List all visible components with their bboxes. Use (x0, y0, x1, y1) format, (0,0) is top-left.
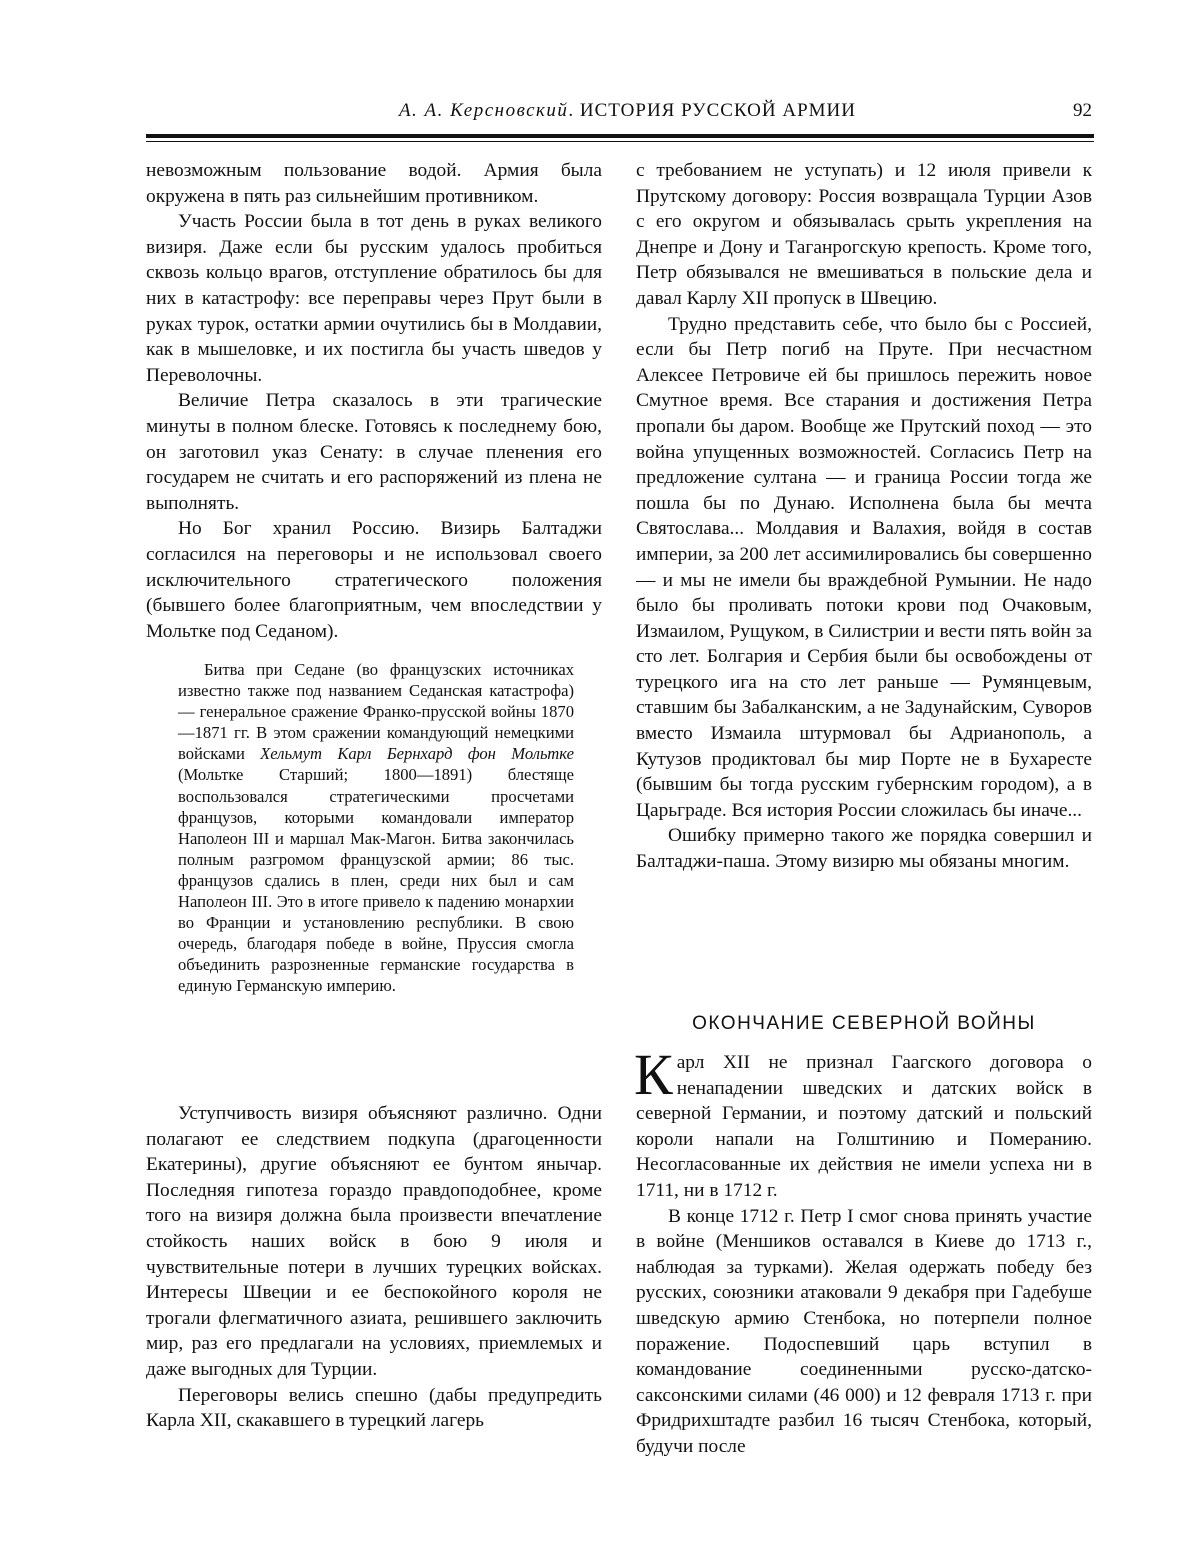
footnote-text-before: Битва при Седане (во французских источниках известно также под названием Седанская катастрофа) — генеральное сражение Франко-прусской войны 1870—1871 гг. В этом сражении командующий немецкими войсками (178, 660, 574, 764)
right-column-bottom (634, 1042, 1092, 1460)
paragraph-dropcap (634, 1042, 1092, 1204)
paragraph: Уступчивость визиря объясняют различно. Одни полагают ее следствием подкупа (драгоценности Екатерины), другие объясняют ее бунтом янычар. Последняя гипотеза гораздо правдоподобнее, кроме того на визиря должна была произвести впечатление стойкость наших войск в бою 9 июля и чувствительные потери в лучших турецких войсках. Интересы Швеции и ее беспокойного короля не трогали флегматичного азиата, решившего заключить мир, раз его предлагали на условиях, приемлемых и даже выгодных для Турции. (146, 1103, 602, 1380)
paragraph: Но Бог хранил Россию. Визирь Балтаджи согласился на переговоры и не использовал своего исключительного стратегического положения (бывшего более благоприятным, чем впоследствии у Мольтке под Седаном). (146, 518, 602, 642)
footnote-paragraph (178, 659, 574, 997)
page-number: 92 (1073, 100, 1092, 121)
right-column-top (636, 158, 1092, 875)
footnote-italic-name: Хельмут Карл Бернхард фон Мольтке (260, 744, 574, 764)
header-separator: . (568, 100, 580, 121)
paragraph: невозможным пользование водой. Армия была окружена в пять раз сильнейшим противником. (146, 160, 602, 207)
header-book-title: ИСТОРИЯ РУССКОЙ АРМИИ (579, 100, 856, 121)
footnote-text-after: (Мольтке Старший; 1800—1891) блестяще воспользовался стратегическими просчетами французов, которыми командовали император Наполеон III и маршал Мак-Магон. Битва закончилась полным разгромом французской армии; 86 тыс. французов сдались в плен, среди них был и сам Наполеон III. Это в итоге привело к падению монархии во Франции и установлению республики. В свою очередь, благодаря победе в войне, Пруссия смогла объединить разрозненные германские государства в единую Германскую империю. (178, 765, 574, 996)
dropcap-paragraph-text: арл XII не признал Гаагского договора о ненападении шведских и датских войск в северной Германии, и поэтому датский и польский короли напали на Голштинию и Померанию. Несогласованные их действия не имели успеха ни в 1711, ни в 1712 г. (636, 1052, 1092, 1201)
header-rule-thick (146, 134, 1094, 138)
running-title (399, 100, 856, 122)
header-rule-thin (146, 141, 1094, 142)
paragraph: Величие Петра сказалось в эти трагические минуты в полном блеске. Готовясь к последнему бою, он заготовил указ Сенату: в случае пленения его государем не считать и его распоряжений из плена не выполнять. (146, 390, 602, 514)
left-column-top (146, 158, 602, 644)
paragraph: В конце 1712 г. Петр I смог снова принять участие в войне (Меншиков оставался в Киеве до 1713 г., наблюдая за турками). Желая одержать победу без русских, союзники атаковали 9 декабря при Гадебуше шведскую армию Стенбока, но потерпели полное поражение. Подоспевший царь вступил в командование соединенными русско-датско-саксонскими силами (46 000) и 12 февраля 1713 г. при Фридрихштадте разбил 16 тысяч Стенбока, который, будучи после (636, 1205, 1092, 1457)
section-heading: ОКОНЧАНИЕ СЕВЕРНОЙ ВОЙНЫ (692, 1013, 1036, 1034)
footnote-sedan (178, 659, 574, 997)
paragraph: Трудно представить себе, что было бы с Россией, если бы Петр погиб на Пруте. При несчастном Алексее Петровиче ей бы пришлось пережить новое Смутное время. Все старания и достижения Петра пропали бы даром. Вообще же Прутский поход — это война упущенных возможностей. Согласись Петр на предложение султана — и граница России тогда же пошла бы по Дунаю. Исполнена была бы мечта Святослава... Молдавия и Валахия, войдя в состав империи, за 200 лет ассимилировались бы совершенно — и мы не имели бы враждебной Румынии. Не надо было бы проливать потоки крови под Очаковым, Измаилом, Рущуком, в Силистрии и вести пять войн за сто лет. Болгария и Сербия были бы освобождены от турецкого ига на сто лет раньше — Румянцевым, ставшим бы Забалканским, а не Задунайским, Суворов вместо Измаила штурмовал бы Адрианополь, а Кутузов продиктовал бы мир Порте не в Бухаресте (бывшим бы тогда русским губернским городом), а в Царьграде. Вся история России сложилась бы иначе... (636, 313, 1093, 821)
running-header (146, 100, 1094, 134)
paragraph: с требованием не уступать) и 12 июля привели к Прутскому договору: Россия возвращала Турции Азов с его округом и обязывалась срыть укрепления на Днепре и Дону и Таганрогскую крепость. Кроме того, Петр обязывался не вмешиваться в польские дела и давал Карлу XII пропуск в Швецию. (636, 160, 1092, 309)
left-column-bottom (146, 1101, 602, 1434)
paragraph: Переговоры велись спешно (дабы предупредить Карла XII, скакавшего в турецкий лагерь (146, 1384, 602, 1432)
drop-cap: К (634, 1042, 673, 1107)
header-author: А. А. Керсновский (398, 100, 569, 121)
paragraph: Участь России была в тот день в руках великого визиря. Даже если бы русским удалось пробиться сквозь кольцо врагов, отступление обратилось бы для них в катастрофу: все переправы через Прут были в руках турок, остатки армии очутились бы в Молдавии, как в мышеловке, и их постигла бы участь шведов у Переволочны. (146, 211, 602, 386)
paragraph: Ошибку примерно такого же порядка совершил и Балтаджи-паша. Этому визирю мы обязаны многим. (636, 825, 1092, 873)
